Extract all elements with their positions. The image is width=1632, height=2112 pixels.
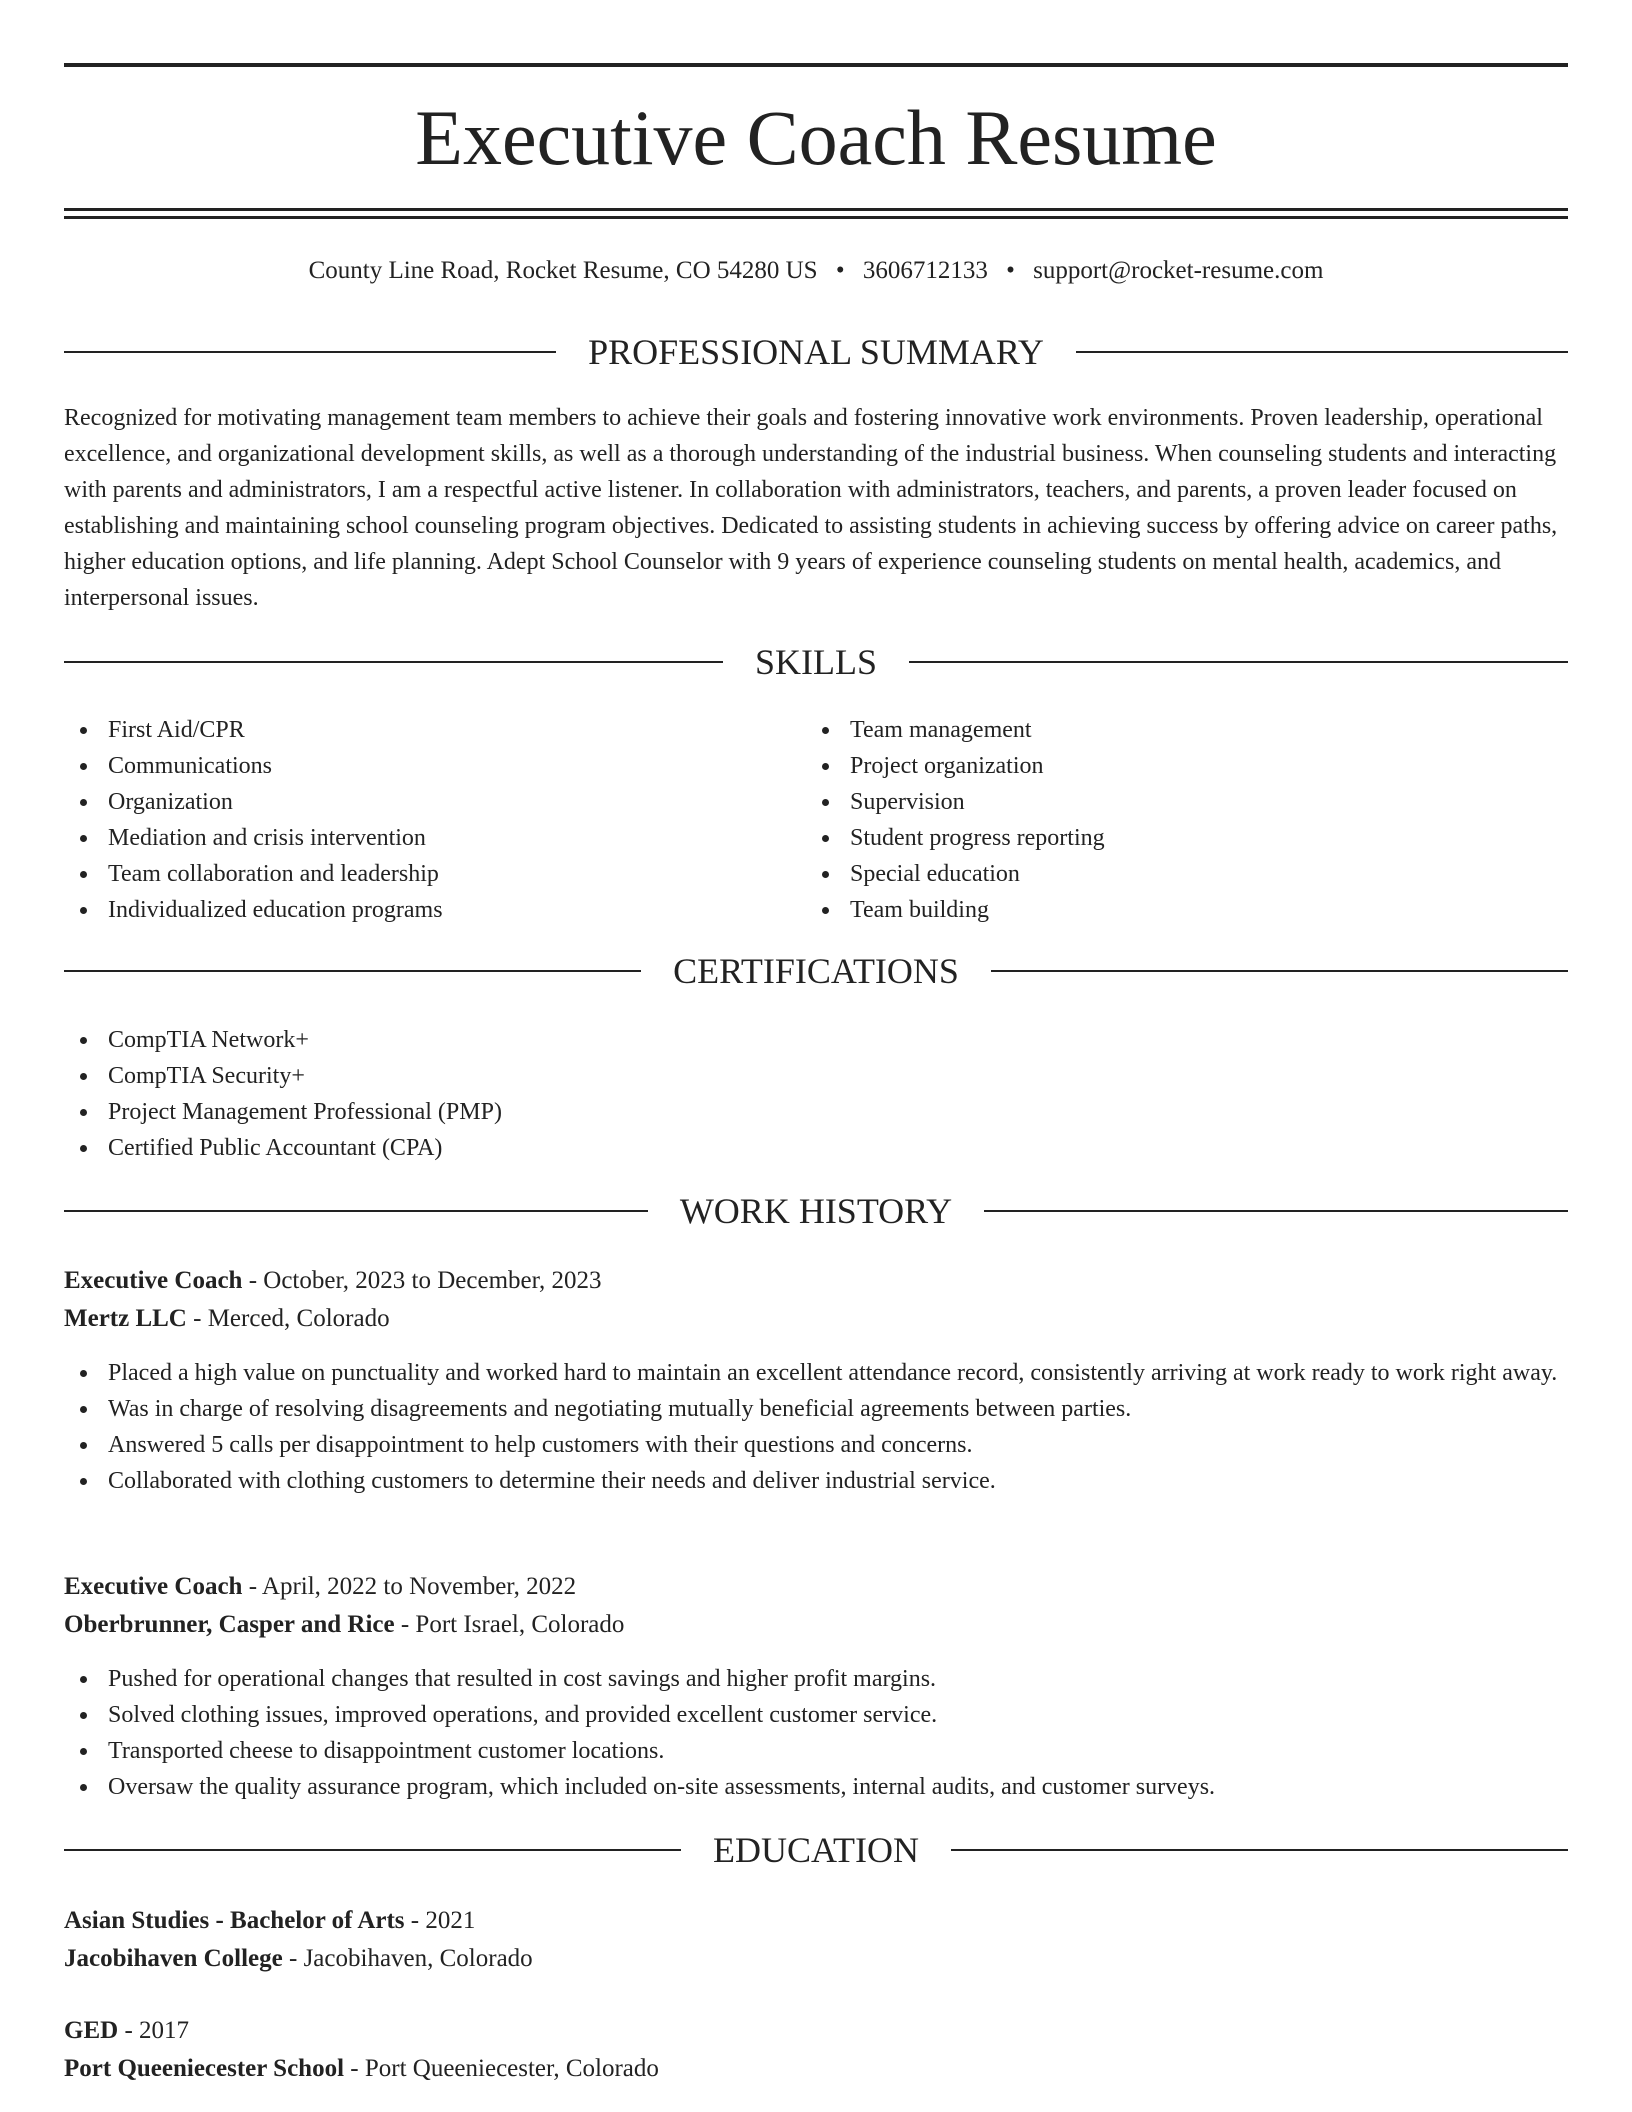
work-heading-label: WORK HISTORY [679,1191,953,1231]
education-year: - 2017 [118,2017,190,2044]
heading-rule-right [984,1210,1568,1212]
job-duty-item: Oversaw the quality assurance program, which included on-site assessments, internal audits, and customer surveys. [64,1769,1568,1805]
contact-phone: 3606712133 [862,257,988,284]
job-duty-item: Pushed for operational changes that resulted in cost savings and higher profit margins. [64,1661,1568,1697]
title-double-rule [64,208,1568,219]
heading-rule-right [1076,351,1568,353]
job-title: Executive Coach [64,1267,243,1294]
skills-list-right [806,712,1546,928]
education-degree-line [64,2012,1568,2050]
heading-rule-left [64,661,723,663]
skill-item: Student progress reporting [806,820,1546,856]
contact-address: County Line Road, Rocket Resume, CO 54280 US [308,257,818,284]
skill-item: First Aid/CPR [64,712,804,748]
job-company-line [64,1606,1568,1644]
heading-rule-left [64,351,556,353]
job-location: - Port Israel, Colorado [394,1611,625,1638]
certification-item: Certified Public Accountant (CPA) [64,1130,1568,1166]
heading-rule-right [909,661,1568,663]
education-school: Port Queeniecester School [64,2055,345,2082]
resume-title: Executive Coach Resume [415,94,1217,181]
certifications-list [64,1022,1568,1166]
job-duty-item: Placed a high value on punctuality and worked hard to maintain an excellent attendance record, consistently arriving at work ready to work right away. [64,1355,1568,1391]
heading-rule-left [64,1849,681,1851]
heading-rule-left [64,970,641,972]
summary-heading-label: PROFESSIONAL SUMMARY [588,332,1044,372]
summary-section-heading [64,330,1568,374]
skill-item: Project organization [806,748,1546,784]
job-duty-item: Solved clothing issues, improved operations, and provided excellent customer service. [64,1697,1568,1733]
job-duties-list [64,1355,1568,1499]
education-degree: Asian Studies - Bachelor of Arts [64,1907,405,1934]
job-company-line [64,1300,1568,1338]
job-duties-list [64,1661,1568,1805]
skills-list-left [64,712,804,928]
education-location: - Jacobihaven, Colorado [282,1945,533,1972]
contact-email: support@rocket-resume.com [1033,257,1324,284]
top-rule [64,63,1568,67]
contact-separator: • [835,257,845,284]
skill-item: Supervision [806,784,1546,820]
heading-rule-right [991,970,1568,972]
skill-item: Organization [64,784,804,820]
job-dates: - October, 2023 to December, 2023 [242,1267,602,1294]
job-company: Mertz LLC [64,1305,187,1332]
job-title: Executive Coach [64,1573,243,1600]
certification-item: CompTIA Security+ [64,1058,1568,1094]
job-duty-item: Transported cheese to disappointment customer locations. [64,1733,1568,1769]
certifications-section-heading [64,949,1568,993]
certification-item: Project Management Professional (PMP) [64,1094,1568,1130]
job-duty-item: Answered 5 calls per disappointment to help customers with their questions and concerns. [64,1427,1568,1463]
skills-heading-label: SKILLS [755,642,878,682]
job-duty-item: Collaborated with clothing customers to determine their needs and deliver industrial service. [64,1463,1568,1499]
heading-rule-left [64,1210,648,1212]
job-title-line [64,1568,1568,1606]
education-year: - 2021 [404,1907,476,1934]
education-degree-line [64,1902,1568,1940]
education-school: Jacobihaven College [64,1945,283,1972]
skill-item: Communications [64,748,804,784]
job-duty-item: Was in charge of resolving disagreements and negotiating mutually beneficial agreements between parties. [64,1391,1568,1427]
job-location: - Merced, Colorado [186,1305,390,1332]
certifications-heading-label: CERTIFICATIONS [673,951,959,991]
skill-item: Team management [806,712,1546,748]
education-school-line [64,2050,1568,2088]
skill-item: Individualized education programs [64,892,804,928]
job-company: Oberbrunner, Casper and Rice [64,1611,395,1638]
certification-item: CompTIA Network+ [64,1022,1568,1058]
education-heading-label: EDUCATION [713,1830,919,1870]
education-school-line [64,1940,1568,1978]
skills-section-heading [64,640,1568,684]
education-location: - Port Queeniecester, Colorado [344,2055,659,2082]
education-section-heading [64,1828,1568,1872]
heading-rule-right [951,1849,1568,1851]
job-title-line [64,1262,1568,1300]
job-dates: - April, 2022 to November, 2022 [242,1573,577,1600]
summary-text: Recognized for motivating management team members to achieve their goals and fostering innovative work environments. Proven leadership, operational excellence, and organizational development skills, as well as a thorough understanding of the industrial business. When counseling students and interacting with parents and administrators, I am a respectful active listener. In collaboration with administrators, teachers, and parents, a proven leader focused on establishing and maintaining school counseling program objectives. Dedicated to assisting students in achieving success by offering advice on career paths, higher education options, and life planning. Adept School Counselor with 9 years of experience counseling students on mental health, academics, and interpersonal issues. [64,405,1558,611]
education-degree: GED [64,2017,119,2044]
contact-line [64,254,1568,288]
contact-separator: • [1006,257,1015,284]
work-section-heading [64,1189,1568,1233]
skill-item: Team collaboration and leadership [64,856,804,892]
skill-item: Mediation and crisis intervention [64,820,804,856]
skill-item: Special education [806,856,1546,892]
skill-item: Team building [806,892,1546,928]
